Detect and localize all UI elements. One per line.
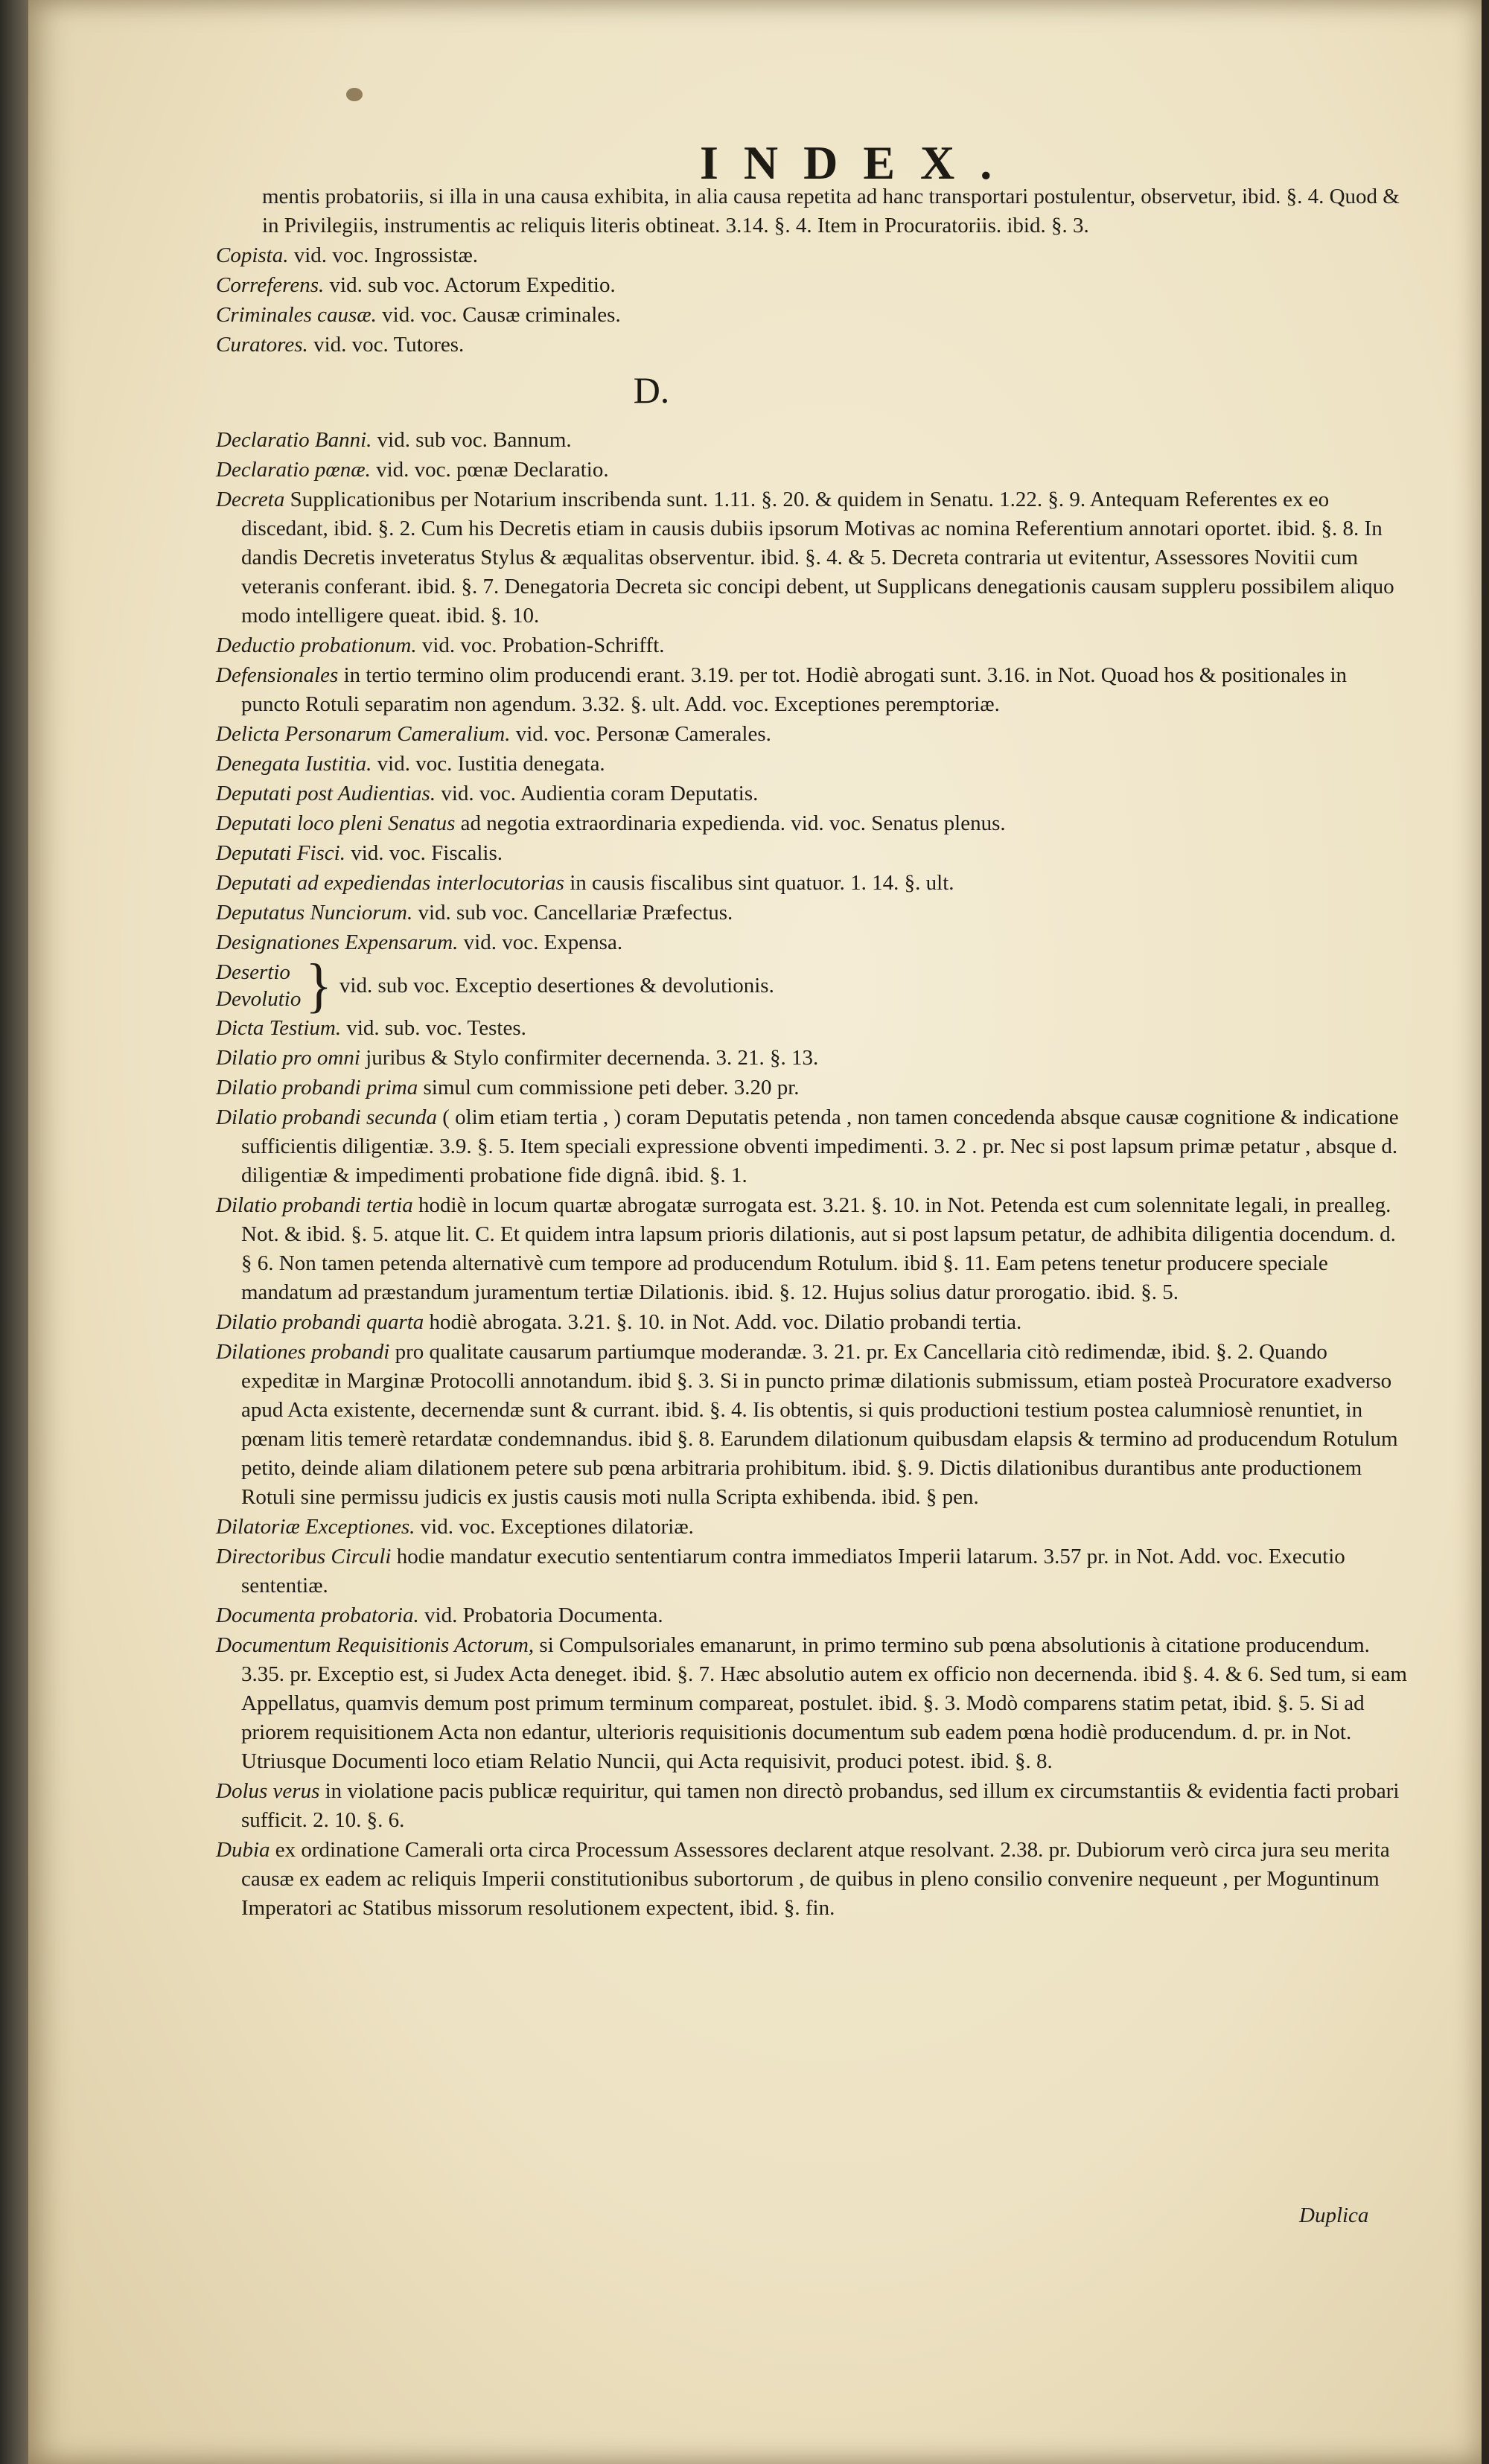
- entry-lemma: Deputati loco pleni Senatus: [216, 811, 456, 835]
- entry-lemma: Deductio probationum.: [216, 633, 417, 657]
- entry-lemma: Designationes Expensarum.: [216, 931, 459, 954]
- entry-text: hodiè in locum quartæ abrogatæ surrogata est. 3.21. §. 10. in Not. Petenda est cum solennitate legali, in prealleg. Not. & ibid. §. 5. atque lit. C. Et quidem intra lapsum prioris dilationis, aut si post lapsum petatur, de adhibita diligentia docendum. d. § 6. Non tamen petenda alternativè cum tempore ad producendum Rotulum. ibid §. 11. Eam petens tenetur producere speciale mandatum ad præstandum juramentum tertiæ Dilationis. ibid. §. 12. Hujus solius datur prorogatio. ibid. §. 5.: [241, 1193, 1396, 1304]
- entry-lemma: Deputati post Audientias.: [216, 782, 436, 805]
- index-entry: [216, 750, 1407, 779]
- section-letter: D.: [633, 369, 670, 411]
- entry-lemma: Dilatio pro omni: [216, 1046, 360, 1070]
- entry-text: vid. voc. Causæ criminales.: [382, 303, 621, 327]
- book-binding: [0, 0, 28, 2464]
- entries-block-1: [216, 426, 1407, 957]
- entry-lemma: Denegata Iustitia.: [216, 752, 372, 776]
- entry-text: vid. voc. Expensa.: [463, 931, 623, 954]
- index-entry: [216, 1836, 1407, 1923]
- index-entry: [216, 809, 1407, 838]
- entry-lemma: Defensionales: [216, 663, 339, 687]
- index-entry: [216, 631, 1407, 660]
- index-entry: [216, 1631, 1407, 1776]
- ink-stain: [346, 88, 363, 101]
- entry-lemma: Documenta probatoria.: [216, 1603, 419, 1627]
- entry-lemma: Declaratio pœnæ.: [216, 458, 371, 482]
- brace-lemma-devolutio: Devolutio: [216, 987, 302, 1011]
- index-entry: [216, 426, 1407, 455]
- entry-lemma: Dilatoriæ Exceptiones.: [216, 1515, 415, 1539]
- index-entry: [216, 1308, 1407, 1337]
- entry-text: hodiè abrogata. 3.21. §. 10. in Not. Add. voc. Dilatio probandi tertia.: [429, 1310, 1022, 1334]
- entry-lemma: Directoribus Circuli: [216, 1545, 392, 1568]
- entry-text: vid. voc. Ingrossistæ.: [293, 243, 479, 267]
- index-entry: [216, 1338, 1407, 1512]
- entry-text: vid. voc. Personæ Camerales.: [515, 722, 771, 746]
- entry-text: vid. Probatoria Documenta.: [424, 1603, 663, 1627]
- entry-text: vid. voc. Audientia coram Deputatis.: [441, 782, 759, 805]
- entry-text: vid. voc. pœnæ Declaratio.: [376, 458, 609, 482]
- index-entry: [216, 1044, 1407, 1073]
- entry-lemma: Dilatio probandi prima: [216, 1076, 418, 1099]
- entry-text: vid. voc. Tutores.: [313, 333, 465, 357]
- entry-text: pro qualitate causarum partiumque moderandæ. 3. 21. pr. Ex Cancellaria citò redimendæ, ibid. §. 2. Quando expeditæ in Marginæ Protocolli annotandum. ibid §. 3. Si in puncto primæ dilationis submissum, etiam posteà Procuratore exadverso apud Acta existente, decernendæ sunt & currant. ibid. §. 4. Iis obtentis, si quis productioni testium postea calumniosè renuntiet, in pœnam litis temerè retardatæ condemnandus. ibid §. 8. Earundem dilationum quibusdam elapsis & termino ad producendum Rotulum petito, deinde aliam dilationem petere sub pœna arbitraria prohibitum. ibid. §. 9. Dictis dilationibus durantibus ante productionem Rotuli sine permissu judicis ex justis causis moti nulla Scripta exhibenda. ibid. § pen.: [241, 1340, 1398, 1509]
- entry-lemma: Criminales causæ.: [216, 303, 377, 327]
- entry-lemma: Curatores.: [216, 333, 308, 357]
- entry-text: ex ordinatione Camerali orta circa Processum Assessores declarent atque resolvant. 2.38. pr. Dubiorum verò circa jura seu merita causæ ex eadem ac reliquis Imperii constitutionibus subortorum , de quibus in pleno consilio convenire nequeunt , per Moguntinum Imperatori ac Statibus missorum resolutionem expectent, ibid. §. fin.: [241, 1838, 1390, 1920]
- index-entry: [216, 456, 1407, 485]
- entry-lemma: Decreta: [216, 488, 285, 511]
- entry-lemma: Dicta Testium.: [216, 1016, 342, 1040]
- entry-lemma: Dilatio probandi quarta: [216, 1310, 424, 1334]
- page-edge: [1482, 0, 1489, 2464]
- brace-lemma-desertio: Desertio: [216, 960, 290, 984]
- entry-lemma: Documentum Requisitionis Actorum,: [216, 1633, 535, 1657]
- index-entry: [216, 301, 1407, 330]
- entry-text: vid. voc. Iustitia denegata.: [377, 752, 605, 776]
- entry-text: in causis fiscalibus sint quatuor. 1. 14. §. ult.: [570, 871, 954, 895]
- index-content: [216, 182, 1407, 1924]
- brace-entry-text: vid. sub voc. Exceptio desertiones & devolutionis.: [339, 973, 774, 998]
- entry-text: ad negotia extraordinaria expedienda. vid. voc. Senatus plenus.: [460, 811, 1006, 835]
- entry-lemma: Deputatus Nunciorum.: [216, 901, 413, 925]
- entry-text: Supplicationibus per Notarium inscribenda sunt. 1.11. §. 20. & quidem in Senatu. 1.22. §. 9. Antequam Referentes ex eo discedant, ibid. §. 2. Cum his Decretis etiam in causis dubiis ipsorum Motivas ac nomina Referentium annotari oportet. ibid. §. 8. In dandis Decretis inveteratus Stylus & æqualitas observentur. ibid. §. 4. & 5. Decreta contraria ut evitentur, Assessores Novitii cum veteranis conferant. ibid. §. 7. Denegatoria Decreta sic concipi debent, ut Supplicans denegationis causam suppleru possibilem aliquo modo intelligere queat. ibid. §. 10.: [241, 488, 1394, 628]
- index-entry: [216, 839, 1407, 868]
- index-entry: [216, 1103, 1407, 1190]
- brace-entry: [216, 951, 1407, 1020]
- entry-text: vid. voc. Exceptiones dilatoriæ.: [420, 1515, 694, 1539]
- catchword: Duplica: [1299, 2203, 1369, 2227]
- index-entry: [216, 1542, 1407, 1600]
- entry-text: vid. sub. voc. Testes.: [346, 1016, 526, 1040]
- entry-text: juribus & Stylo confirmiter decernenda. 3. 21. §. 13.: [366, 1046, 819, 1070]
- index-entry: [216, 779, 1407, 808]
- entry-lemma: Copista.: [216, 243, 289, 267]
- page-header: INDEX.: [700, 136, 1018, 189]
- entry-text: mentis probatoriis, si illa in una causa exhibita, in alia causa repetita ad hanc transportari postulentur, observetur, ibid. §. 4. Quod & in Privilegiis, instrumentis ac reliquis literis obtineat. 3.14. §. 4. Item in Procuratoriis. ibid. §. 3.: [262, 185, 1400, 237]
- entry-text: vid. voc. Fiscalis.: [351, 841, 503, 865]
- entry-text: vid. sub voc. Actorum Expeditio.: [329, 273, 616, 297]
- entries-block-2: [216, 1014, 1407, 1923]
- entry-text: hodie mandatur executio sententiarum contra immediatos Imperii latarum. 3.57 pr. in Not. Add. voc. Executio sententiæ.: [241, 1545, 1345, 1598]
- index-entry: [216, 928, 1407, 957]
- entry-text: vid. sub voc. Cancellariæ Præfectus.: [418, 901, 733, 925]
- entry-lemma: Dilatio probandi tertia: [216, 1193, 413, 1217]
- entry-lemma: Declaratio Banni.: [216, 428, 372, 452]
- entry-text: si Compulsoriales emanarunt, in primo termino sub pœna absolutionis à citatione producendum. 3.35. pr. Exceptio est, si Judex Acta deneget. ibid. §. 7. Hæc absolutio autem ex officio non decernenda. ibid §. 4. & 6. Sed tum, si eam Appellatus, quamvis demum post primum terminum compareat, postulet. ibid. §. 3. Modò comparens statim petat, ibid. §. 5. Si ad priorem requisitionem Acta non edantur, ulterioris requisitionis documentum sub eadem pœna hodiè producendum. d. pr. in Not. Utriusque Documenti loco etiam Relatio Nuncii, qui Acta requisivit, produci potest. ibid. §. 8.: [241, 1633, 1407, 1773]
- index-entry: [216, 485, 1407, 631]
- index-entry: [216, 1073, 1407, 1102]
- index-entry: [216, 241, 1407, 270]
- entry-text: in tertio termino olim producendi erant. 3.19. per tot. Hodiè abrogati sunt. 3.16. in Not. Quoad hos & positionales in puncto Rotuli separatim non agendum. 3.32. §. ult. Add. voc. Exceptiones peremptoriæ.: [241, 663, 1348, 716]
- index-entry: [216, 1014, 1407, 1043]
- entry-text: in violatione pacis publicæ requiritur, qui tamen non directò probandus, sed illum ex circumstantiis & evidentia facti probari sufficit. 2. 10. §. 6.: [241, 1779, 1400, 1832]
- index-entry: [216, 869, 1407, 898]
- index-entry: [216, 182, 1407, 240]
- entry-lemma: Dilationes probandi: [216, 1340, 390, 1364]
- entry-text: simul cum commissione peti deber. 3.20 pr.: [423, 1076, 800, 1099]
- entry-lemma: Delicta Personarum Cameralium.: [216, 722, 511, 746]
- index-entry: [216, 271, 1407, 300]
- entry-text: ( olim etiam tertia , ) coram Deputatis petenda , non tamen concedenda absque causæ cognitione & indicatione sufficientis diligentiæ. 3.9. §. 5. Item speciali expressione obventi impedimenti. 3. 2 . pr. Nec si post lapsum primæ petatur , absque d. diligentiæ & impedimenti probatione fide dignâ. ibid. §. 1.: [241, 1105, 1399, 1187]
- entry-lemma: Dubia: [216, 1838, 270, 1862]
- entry-text: vid. sub voc. Bannum.: [377, 428, 572, 452]
- entry-lemma: Dilatio probandi secunda: [216, 1105, 437, 1129]
- entry-lemma: Deputati Fisci.: [216, 841, 345, 865]
- brace-icon: }: [305, 951, 332, 1020]
- entry-lemma: Correferens.: [216, 273, 325, 297]
- index-entry: [216, 661, 1407, 719]
- index-entry: [216, 331, 1407, 360]
- entry-lemma: Dolus verus: [216, 1779, 320, 1803]
- index-entry: [216, 1601, 1407, 1630]
- entry-lemma: Deputati ad expediendas interlocutorias: [216, 871, 564, 895]
- index-entry: [216, 1513, 1407, 1542]
- index-entry: [216, 1191, 1407, 1307]
- entry-text: vid. voc. Probation-Schrifft.: [421, 633, 665, 657]
- continued-entries: [216, 182, 1407, 360]
- index-entry: [216, 899, 1407, 928]
- index-entry: [216, 1777, 1407, 1835]
- index-entry: [216, 720, 1407, 749]
